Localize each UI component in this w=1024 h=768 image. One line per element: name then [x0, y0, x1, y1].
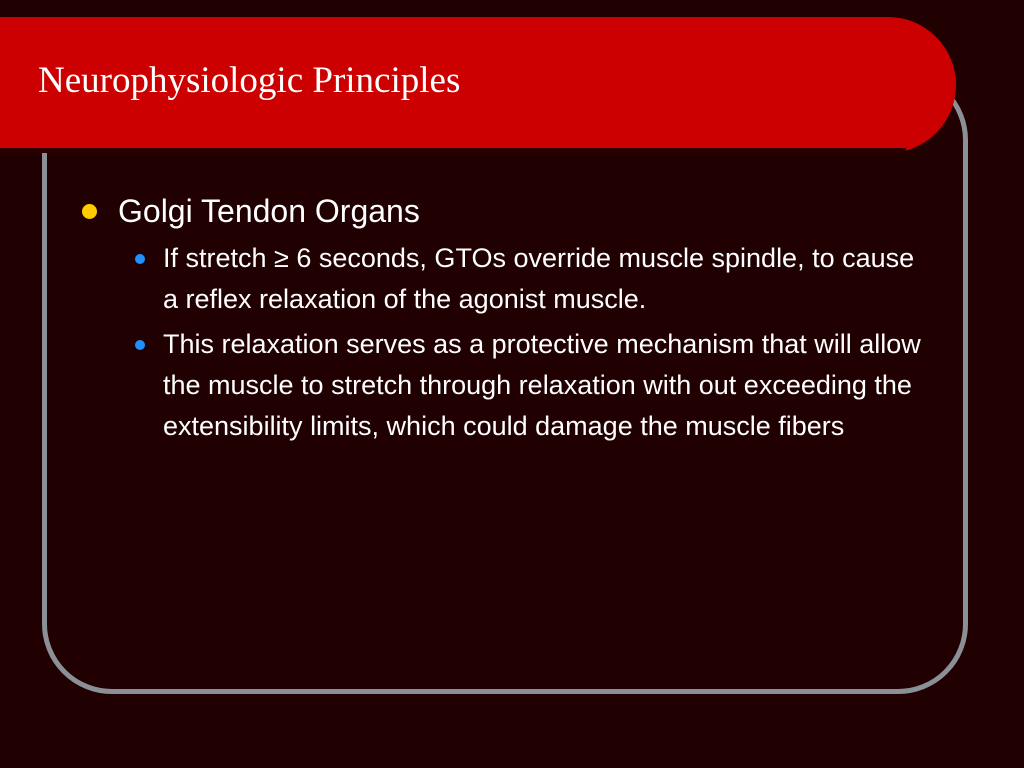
slide-title: Neurophysiologic Principles — [38, 60, 461, 101]
yellow-dot-bullet-icon — [82, 204, 97, 219]
blue-dot-bullet-icon — [135, 340, 145, 350]
sub-bullet-text: If stretch ≥ 6 seconds, GTOs override muscle spindle, to cause a reflex relaxation of the agonist muscle. — [163, 243, 915, 314]
title-underline — [0, 148, 906, 153]
bullet-text: Golgi Tendon Organs — [118, 193, 420, 229]
sub-bullet-text: This relaxation serves as a protective mechanism that will allow the muscle to stretch through relaxation with out exceeding the extensibility limits, which could damage the muscle fibers — [163, 329, 921, 441]
sub-bullet-item — [118, 238, 928, 320]
bullet-list — [78, 188, 928, 451]
sub-bullet-item — [118, 324, 928, 447]
bullet-item — [78, 188, 928, 447]
blue-dot-bullet-icon — [135, 254, 145, 264]
sub-bullet-list — [118, 238, 928, 447]
